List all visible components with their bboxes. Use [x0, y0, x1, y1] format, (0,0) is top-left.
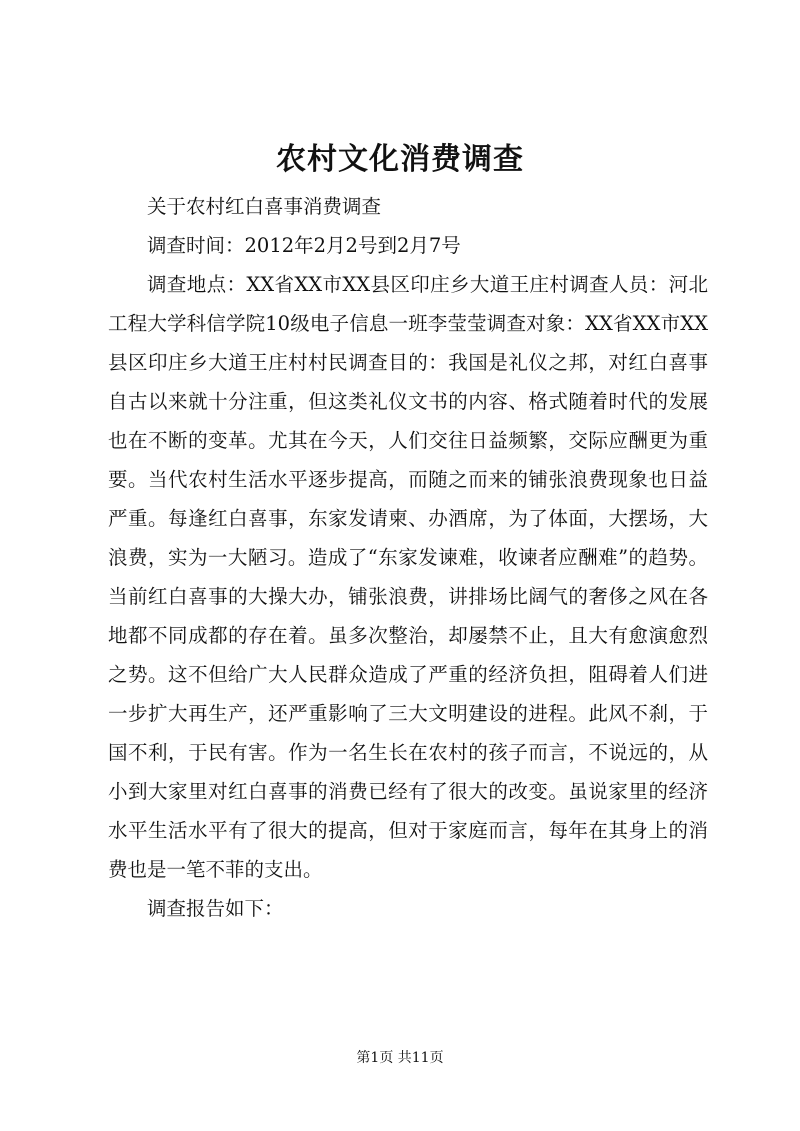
document-body	[108, 187, 708, 928]
paragraph-survey-time: 调查时间：2012年2月2号到2月7号	[147, 234, 461, 257]
paragraph-subtitle: 关于农村红白喜事消费调查	[147, 195, 382, 218]
paragraph-survey-details: 调查地点：XX省XX市XX县区印庄乡大道王庄村调查人员：河北工程大学科信学院10级电子信息一班李莹莹调查对象：XX省XX市XX县区印庄乡大道王庄村村民调查目的：我国是礼仪之邦，对红白喜事自古以来就十分注重，但这类礼仪文书的内容、格式随着时代的发展也在不断的变革。尤其在今天，人们交往日益频繁，交际应酬更为重要。当代农村生活水平逐步提高，而随之而来的铺张浪费现象也日益严重。每逢红白喜事，东家发请柬、办酒席，为了体面，大摆场，大浪费，实为一大陋习。造成了“东家发谏难，收谏者应酬难”的趋势。当前红白喜事的大操大办，铺张浪费，讲排场比阔气的奢侈之风在各地都不同成都的存在着。虽多次整治，却屡禁不止，且大有愈演愈烈之势。这不但给广大人民群众造成了严重的经济负担，阻碍着人们进一步扩大再生产，还严重影响了三大文明建设的进程。此风不刹，于国不利，于民有害。作为一名生长在农村的孩子而言，不说远的，从小到大家里对红白喜事的消费已经有了很大的改变。虽说家里的经济水平生活水平有了很大的提高，但对于家庭而言，每年在其身上的消费也是一笔不菲的支出。	[108, 273, 708, 881]
paragraph-report-intro: 调查报告如下：	[147, 897, 284, 920]
page-number-footer: 第1页 共11页	[356, 1050, 444, 1066]
document-title: 农村文化消费调查	[276, 142, 524, 177]
